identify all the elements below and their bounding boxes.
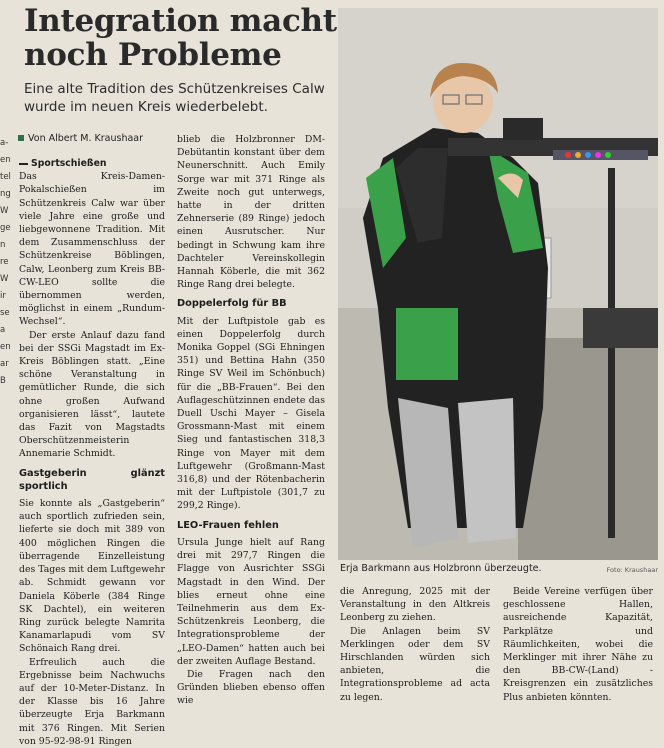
paragraph: die Anregung, 2025 mit der Veranstaltung in den Altkreis Leonberg zu ziehen. <box>340 586 490 624</box>
margin-fragment: en <box>0 155 11 165</box>
margin-fragment: re <box>0 257 9 267</box>
column-4 <box>503 585 653 704</box>
paragraph: Ursula Junge hielt auf Rang drei mit 297,7 Ringen die Flagge von Ausrichter SSGi Magstadt in den Wind. Der blies erneut ohne eine Teilnehmerin aus dem Ex-Schützenkreis Leonberg, die Integrationsprobleme der „LEO-Damen“ hatten auch bei der zweiten Auflage Bestand. <box>177 536 325 667</box>
headline: Integration macht noch Probleme <box>24 3 337 73</box>
margin-fragment: a <box>0 325 6 335</box>
paragraph <box>19 157 165 170</box>
subheading: Doppelerfolg für BB <box>177 298 287 310</box>
paragraph: Beide Vereine verfügen über geschlossene Hallen, ausreichende Kapazität, Parkplätze und Räumlichkeiten, wobei die Merklinger mit ihrer Nähe zu den BB-CW-(Land) -Kreisgrenzen ein zusätzliches Plus anbieten könnten. <box>503 586 653 703</box>
kicker: Sportschießen <box>19 158 107 169</box>
subhead: Eine alte Tradition des Schützenkreises Calw wurde im neuen Kreis wiederbelebt. <box>24 81 325 115</box>
photo <box>338 8 658 560</box>
photo-credit: Foto: Kraushaar <box>606 566 658 574</box>
margin-fragment: B <box>0 376 6 386</box>
paragraph: Die Fragen nach den Gründen blieben ebenso offen wie <box>177 668 325 707</box>
margin-fragment: W <box>0 274 9 284</box>
column-2 <box>177 133 325 708</box>
byline-text: Von Albert M. Kraushaar <box>28 133 144 144</box>
subheading: LEO-Frauen fehlen <box>177 519 279 531</box>
margin-fragment: ng <box>0 189 11 199</box>
margin-fragment: ge <box>0 223 11 233</box>
margin-fragment: a- <box>0 138 9 148</box>
paragraph: Das Kreis-Damen-Pokalschießen im Schützenkreis Calw war über viele Jahre eine große und liebgewonnene Tradition. Mit dem Zusammenschluss der Schützenkreise Böblingen, Calw, Leonberg zum Kreis BB-CW-LEO sollte die übernommen werden, möglichst in einem „Rundum-Wechsel“. <box>19 171 165 328</box>
column-3 <box>340 585 490 704</box>
paragraph: blieb die Holzbronner DM-Debütantin konstant über dem Neunerschnitt. Auch Emily Sorge war mit 371 Ringe als Zweite noch gut unterwegs, hatte in der dritten Zehnerserie (89 Ringe) jedoch einen Ausrutscher. Nur bedingt in Schwung kam ihre Dachteler Vereinskollegin Hannah Köberle, die mit 362 Ringe Rang drei belegte. <box>177 134 325 291</box>
subheading: Gastgeberin glänzt sportlich <box>19 467 165 492</box>
byline <box>18 133 168 144</box>
margin-fragment: se <box>0 308 10 318</box>
paragraph: Sie konnte als „Gastgeberin“ auch sportlich zufrieden sein, lieferte sie doch mit 389 von 400 möglichen Ringen die überragende Einzelleistung des Tages mit dem Luftgewehr ab. Schmidt gewann vor Daniela Köberle (384 Ringe SK Dachtel), ein weiteren Ring zurück belegte Namrita Kanamarlapudi vom SV Schönaich Rang drei. <box>19 498 165 655</box>
margin-fragment: ir <box>0 291 6 301</box>
margin-fragment: n <box>0 240 6 250</box>
margin-fragment: W <box>0 206 9 216</box>
photo-caption: Erja Barkmann aus Holzbronn überzeugte. <box>340 563 542 574</box>
byline-square-icon <box>18 135 24 141</box>
paragraph: Erfreulich auch die Ergebnisse beim Nachwuchs auf der 10-Meter-Distanz. In der Klasse bis 16 Jahre überzeugte Erja Barkmann mit 376 Ringen. Mit Serien von 95-92-98-91 Ringen <box>19 656 165 747</box>
margin-fragment: ar <box>0 359 9 369</box>
paragraph: Der erste Anlauf dazu fand bei der SSGi Magstadt im Ex-Kreis Böblingen statt. „Eine schöne Veranstaltung in gemütlicher Runde, die sich ohne großen Aufwand organisieren lässt“, lautete das Fazit von Magstadts Oberschützenmeisterin Annemarie Schmidt. <box>19 329 165 460</box>
margin-fragment: tel <box>0 172 11 182</box>
column-1 <box>19 157 165 748</box>
paragraph: Die Anlagen beim SV Merklingen oder dem SV Hirschlanden würden sich anbieten, die Integrationsprobleme ad acta zu legen. <box>340 625 490 703</box>
adjacent-column-fragment <box>0 135 11 390</box>
paragraph: Mit der Luftpistole gab es einen Doppelerfolg durch Monika Goppel (SGi Ehningen 351) und Bettina Hahn (350 Ringe SV Weil im Schönbuch) für die „BB-Frauen“. Bei den Auflageschützinnen endete das Duell Uschi Mayer – Gisela Grossmann-Mast mit einem Sieg und fantastischen 318,3 Ringe von Mayer mit dem Luftgewehr (Großmann-Mast 316,8) und der Rötenbacherin mit der Luftpistole (301,7 zu 299,2 Ringe). <box>177 315 325 512</box>
margin-fragment: en <box>0 342 11 352</box>
